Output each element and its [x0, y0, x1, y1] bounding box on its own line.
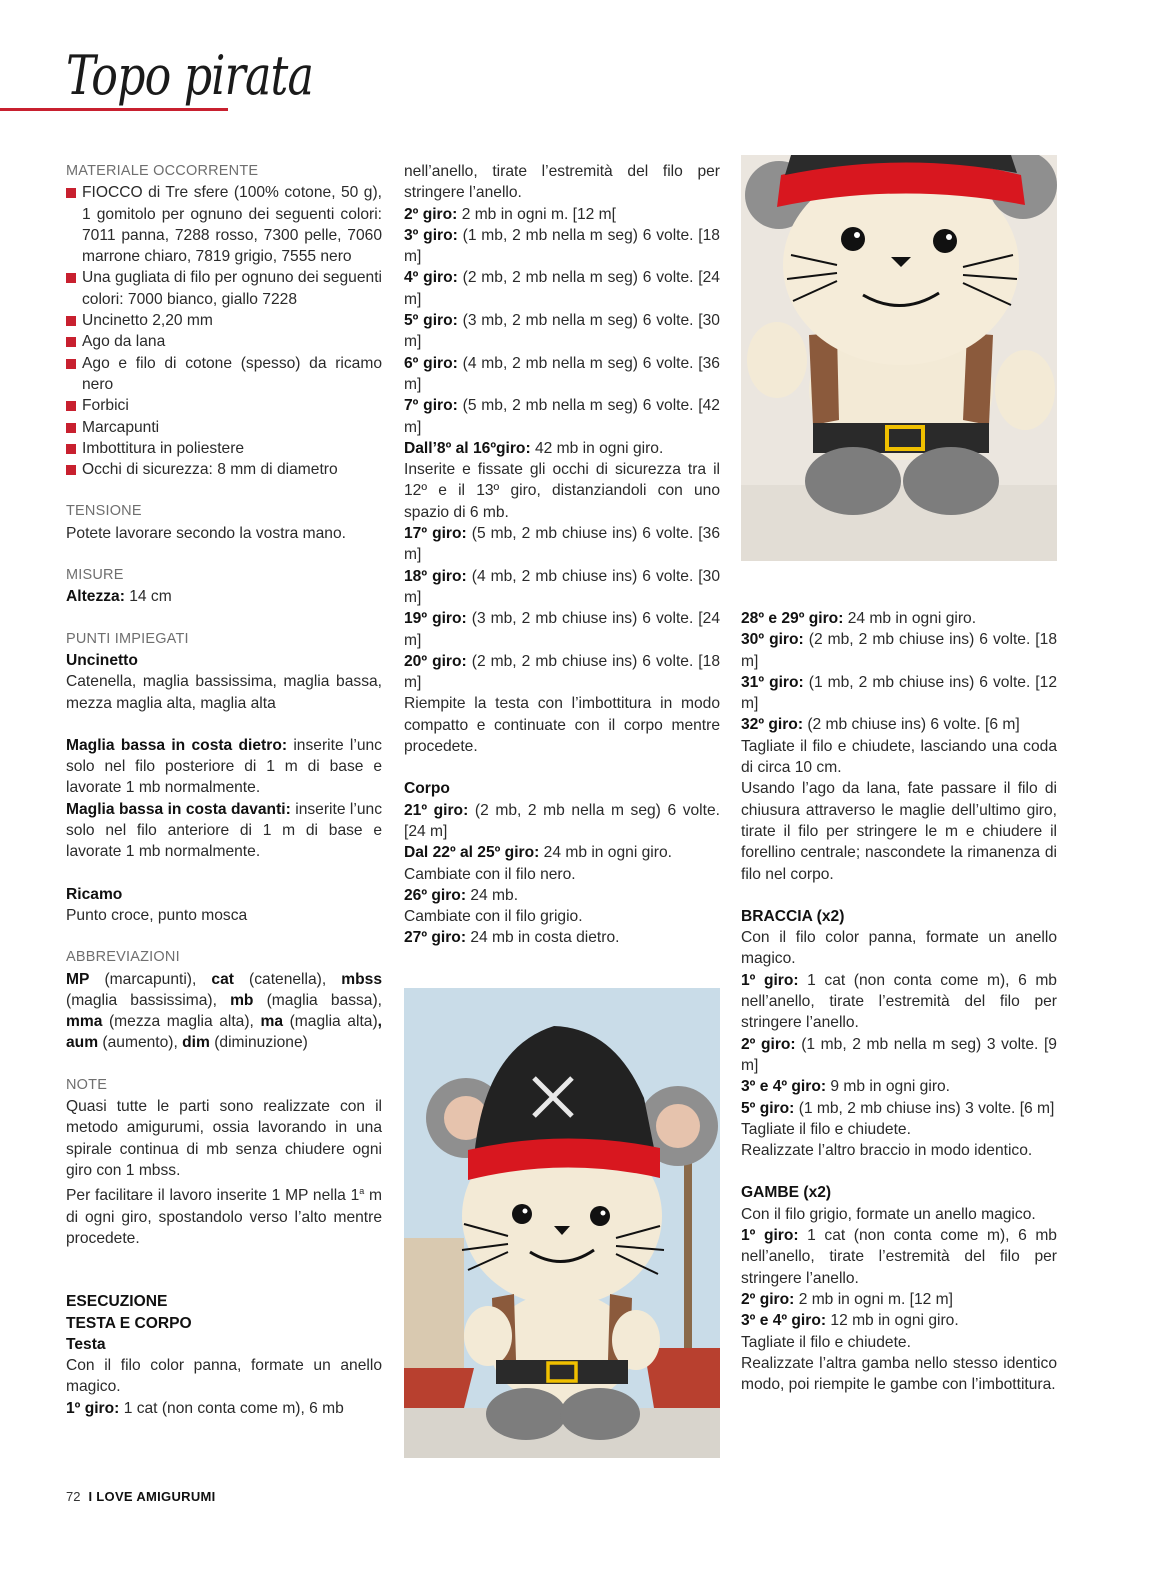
spacer [66, 1270, 382, 1291]
list-item: Ago e filo di cotone (spesso) da ricamo nero [66, 353, 382, 396]
column-2 [404, 161, 720, 949]
round-label: 32º giro: [741, 716, 804, 734]
materiale-list [66, 182, 382, 480]
round-label: 21º giro: [404, 801, 469, 819]
instruction-text: Cambiate con il filo grigio. [404, 908, 583, 926]
testa-corpo-text: TESTA E CORPO [66, 1314, 192, 1332]
instruction-line [741, 608, 1057, 629]
punti-heading: PUNTI IMPIEGATI [66, 630, 189, 647]
instruction-line [741, 1353, 1057, 1396]
corpo-instructions [404, 800, 720, 949]
round-label: 2º giro: [741, 1035, 796, 1053]
mb-davanti-line [66, 799, 382, 863]
abbr-key: mbss [341, 970, 382, 988]
instruction-text: 24 mb in costa dietro. [466, 929, 620, 947]
instruction-text: (4 mb, 2 mb nella m seg) 6 volte. [36 m] [404, 354, 720, 393]
round-label: 1º giro: [741, 971, 799, 989]
note-sup: a [359, 1186, 365, 1197]
instruction-text: (4 mb, 2 mb chiuse ins) 6 volte. [30 m] [404, 567, 720, 606]
instruction-line [741, 1076, 1057, 1097]
instruction-line [741, 778, 1057, 884]
round-label: 5º giro: [741, 1099, 795, 1117]
title-underline [0, 108, 228, 111]
instruction-text: 24 mb in ogni giro. [539, 844, 672, 862]
mb-dietro-text: inserite l’unc solo nel filo posteriore di 1 m di base e lavorate 1 mb normalmente. [66, 736, 382, 797]
spacer [66, 714, 382, 735]
tensione-text: Potete lavorare secondo la vostra mano. [66, 524, 346, 542]
page-number: 72 [66, 1489, 81, 1504]
instruction-text: Riempite la testa con l’imbottitura in modo compatto e continuate con il corpo mentre procedete. [404, 695, 720, 756]
gambe-heading [741, 1182, 1057, 1203]
round-label: 19º giro: [404, 610, 467, 628]
magazine-brand: I LOVE AMIGURUMI [88, 1489, 216, 1504]
instruction-line [741, 1332, 1057, 1353]
ricamo-label [66, 884, 382, 905]
instruction-text: Tagliate il filo e chiudete. [741, 1333, 911, 1351]
instruction-line [404, 395, 720, 438]
round-label: 28º e 29º giro: [741, 610, 844, 627]
round-label: 18º giro: [404, 567, 467, 585]
instruction-line [741, 629, 1057, 672]
instruction-line [404, 267, 720, 310]
round-label: 20º giro: [404, 652, 467, 670]
abbr-value: (mezza maglia alta), [102, 1013, 261, 1031]
instruction-line [404, 225, 720, 268]
testa-instructions [404, 161, 720, 757]
braccia-heading [741, 906, 1057, 927]
abbr-key: mb [230, 991, 254, 1009]
instruction-line [741, 1098, 1057, 1119]
esecuzione-text: ESECUZIONE [66, 1293, 168, 1311]
instruction-line [404, 864, 720, 885]
page-title: Topo pirata [66, 44, 314, 107]
list-item: Imbottitura in poliestere [66, 438, 382, 459]
page-footer [66, 1489, 216, 1504]
round-label: 6º giro: [404, 354, 458, 372]
instruction-text: (1 mb, 2 mb chiuse ins) 3 volte. [6 m] [794, 1099, 1055, 1117]
round-label: 3º giro: [404, 226, 458, 244]
instruction-text: Realizzate l’altro braccio in modo identico. [741, 1142, 1033, 1160]
instruction-text: (2 mb chiuse ins) 6 volte. [6 m] [803, 716, 1020, 734]
instruction-line [741, 1140, 1057, 1161]
uncinetto-label [66, 650, 382, 671]
instruction-line [741, 970, 1057, 1034]
testa-text: Testa [66, 1335, 106, 1353]
tensione-heading: TENSIONE [66, 503, 142, 520]
list-item: FIOCCO di Tre sfere (100% cotone, 50 g), 1 gomitolo per ognuno dei seguenti colori: 7011 panna, 7288 rosso, 7300 pelle, 7060 marrone chiaro, 7819 grigio, 7555 nero [66, 182, 382, 267]
testa-intro: Con il filo color panna, formate un anello magico. [66, 1357, 382, 1396]
testa-heading [66, 1334, 382, 1355]
spacer [66, 863, 382, 884]
instruction-line [741, 1225, 1057, 1289]
round-label: Dal 22º al 25º giro: [404, 844, 540, 862]
abbr-heading: ABBREVIAZIONI [66, 949, 180, 966]
uncinetto-text: Catenella, maglia bassissima, maglia bassa, mezza maglia alta, maglia alta [66, 673, 382, 712]
instruction-text: (1 mb, 2 mb chiuse ins) 6 volte. [12 m] [741, 673, 1057, 713]
instruction-line [404, 438, 720, 459]
round-label: 5º giro: [404, 312, 458, 330]
instruction-line [741, 672, 1057, 715]
instruction-text: (1 mb, 2 mb nella m seg) 6 volte. [18 m] [404, 226, 720, 266]
round-label: 31º giro: [741, 673, 804, 691]
instruction-text: 42 mb in ogni giro. [530, 439, 664, 457]
instruction-line [404, 204, 720, 225]
instruction-line [741, 927, 1057, 970]
mb-davanti-text: inserite l’unc solo nel filo anteriore di 1 m di base e lavorate 1 mb normalmente. [66, 800, 382, 861]
instruction-text: Cambiate con il filo nero. [404, 865, 576, 883]
instruction-text: Inserite e fissate gli occhi di sicurezza tra il 12º e il 13º giro, distanziandoli con uno spazio di 6 mb. [404, 461, 720, 521]
spacer [404, 757, 720, 778]
abbr-value: (maglia alta) [283, 1013, 378, 1031]
instruction-line [404, 906, 720, 927]
materiale-heading: MATERIALE OCCORRENTE [66, 163, 259, 179]
mouse-closeup-illustration [741, 155, 1057, 561]
photo-mouse-pirate [404, 988, 720, 1458]
list-item: Occhi di sicurezza: 8 mm di diametro [66, 459, 382, 480]
round-label: 2º giro: [404, 205, 458, 223]
instruction-text: (2 mb, 2 mb nella m seg) 6 volte. [24 m] [404, 269, 720, 308]
instruction-line [404, 459, 720, 523]
instruction-line [741, 1310, 1057, 1331]
instruction-text: 24 mb in ogni giro. [843, 610, 977, 627]
altezza-value: 14 cm [124, 588, 172, 606]
instruction-text: 2 mb in ogni m. [12 m] [794, 1290, 953, 1308]
instruction-line [404, 800, 720, 843]
instruction-line [404, 651, 720, 694]
instruction-line [404, 885, 720, 906]
instruction-text: 12 mb in ogni giro. [826, 1312, 959, 1330]
instruction-line [741, 1034, 1057, 1077]
round-label: 4º giro: [404, 269, 458, 287]
abbr-key: ma [260, 1013, 284, 1031]
instruction-text: (3 mb, 2 mb nella m seg) 6 volte. [30 m] [404, 312, 720, 351]
instruction-text: Usando l’ago da lana, fate passare il filo di chiusura attraverso le maglie dell’ultimo giro, tirate il filo per stringere le m e chiudere il forellino centrale; nascondete la rimanenza di filo nel corpo. [741, 780, 1057, 883]
corpo-heading [404, 778, 720, 799]
instruction-line [404, 353, 720, 396]
instruction-line [404, 842, 720, 863]
instruction-text: 9 mb in ogni giro. [826, 1078, 951, 1096]
braccia-heading-text: BRACCIA (x2) [741, 907, 845, 925]
list-item: Marcapunti [66, 417, 382, 438]
misure-heading: MISURE [66, 567, 124, 584]
corpo-heading-text: Corpo [404, 780, 450, 798]
mb-davanti-label: Maglia bassa in costa davanti: [66, 800, 291, 818]
instruction-text: Con il filo grigio, formate un anello magico. [741, 1205, 1036, 1223]
giro-text: 1 cat (non conta come m), 6 mb [119, 1399, 344, 1417]
mb-dietro-label: Maglia bassa in costa dietro: [66, 736, 288, 754]
gambe-heading-text: GAMBE (x2) [741, 1184, 832, 1202]
instruction-text: (1 mb, 2 mb nella m seg) 3 volte. [9 m] [741, 1035, 1057, 1074]
abbr-key: cat [211, 970, 234, 988]
round-label: 1º giro: [741, 1227, 799, 1245]
braccia-instructions [741, 927, 1057, 1161]
corpo-instructions-cont [741, 608, 1057, 885]
round-label: 30º giro: [741, 631, 804, 649]
instruction-text: 2 mb in ogni m. [12 m[ [457, 205, 616, 223]
note-heading: NOTE [66, 1076, 108, 1093]
giro-label: 1º giro: [66, 1399, 120, 1417]
instruction-text: (2 mb, 2 mb chiuse ins) 6 volte. [18 m] [741, 631, 1057, 670]
column-3 [741, 608, 1057, 1395]
list-item: Una gugliata di filo per ognuno dei seguenti colori: 7000 bianco, giallo 7228 [66, 267, 382, 310]
spacer [66, 1249, 382, 1270]
instruction-line [404, 608, 720, 651]
round-label: 17º giro: [404, 525, 467, 543]
round-label: Dall’8º al 16ºgiro: [404, 439, 531, 457]
spacer [741, 885, 1057, 906]
abbr-value: (diminuzione) [209, 1034, 308, 1052]
instruction-text: 1 cat (non conta come m), 6 mb nell’anello, tirate l’estremità del filo per stringere l’anello. [741, 971, 1057, 1032]
gambe-instructions [741, 1204, 1057, 1396]
instruction-text: 1 cat (non conta come m), 6 mb nell’anello, tirate l’estremità del filo per stringere l’anello. [741, 1227, 1057, 1287]
abbr-value: (maglia bassissima), [66, 991, 231, 1009]
ricamo-label-text: Ricamo [66, 885, 123, 903]
column-1 [66, 161, 382, 1419]
instruction-line [404, 693, 720, 757]
instruction-line [404, 161, 720, 204]
instruction-text: (5 mb, 2 mb nella m seg) 6 volte. [42 m] [404, 397, 720, 436]
abbr-key: MP [66, 970, 90, 988]
instruction-text: nell’anello, tirate l’estremità del filo per stringere l’anello. [404, 163, 720, 202]
note-part: Per facilitare il lavoro inserite 1 MP nella 1 [66, 1187, 360, 1205]
instruction-line [404, 310, 720, 353]
abbr-value: (maglia bassa), [253, 991, 382, 1009]
instruction-text: Con il filo color panna, formate un anello magico. [741, 929, 1057, 968]
abbr-text [66, 969, 382, 1054]
note-text: Quasi tutte le parti sono realizzate con il metodo amigurumi, ossia lavorando in una spirale continua di mb senza chiudere ogni giro con 1 mbss. [66, 1097, 382, 1179]
round-label: 2º giro: [741, 1290, 795, 1308]
list-item: Forbici [66, 395, 382, 416]
abbr-value: (aumento), [98, 1034, 183, 1052]
round-label: 26º giro: [404, 886, 467, 904]
esecuzione-heading [66, 1291, 382, 1312]
instruction-line [404, 523, 720, 566]
round-label: 3º e 4º giro: [741, 1078, 827, 1096]
instruction-line [741, 714, 1057, 735]
giro-line [66, 1398, 382, 1419]
mb-dietro-line [66, 735, 382, 799]
instruction-text: Tagliate il filo e chiudete. [741, 1120, 911, 1138]
instruction-line [741, 736, 1057, 779]
spacer [741, 1161, 1057, 1182]
instruction-line [404, 566, 720, 609]
note-part: m di ogni giro, spostandolo verso l’alto mentre procedete. [66, 1187, 383, 1247]
testa-corpo-heading [66, 1313, 382, 1334]
abbr-key: , aum [66, 1013, 382, 1052]
photo-mouse-closeup [741, 155, 1057, 561]
round-label: 7º giro: [404, 397, 458, 415]
instruction-line [741, 1204, 1057, 1225]
instruction-text: (5 mb, 2 mb chiuse ins) 6 volte. [36 m] [404, 525, 720, 564]
list-item: Uncinetto 2,20 mm [66, 310, 382, 331]
instruction-text: (2 mb, 2 mb nella m seg) 6 volte. [24 m] [404, 801, 720, 840]
altezza-label: Altezza: [66, 588, 125, 606]
list-item: Ago da lana [66, 331, 382, 352]
instruction-line [404, 927, 720, 948]
instruction-text: (2 mb, 2 mb chiuse ins) 6 volte. [18 m] [404, 652, 720, 692]
instruction-text: Realizzate l’altra gamba nello stesso identico modo, poi riempite le gambe con l’imbottitura. [741, 1354, 1057, 1394]
altezza-line [66, 586, 382, 607]
mouse-pirate-illustration [404, 988, 720, 1458]
uncinetto-label-text: Uncinetto [66, 651, 138, 669]
instruction-line [741, 1119, 1057, 1140]
abbr-value: (marcapunti), [89, 970, 212, 988]
instruction-text: 24 mb. [466, 886, 519, 904]
ricamo-text: Punto croce, punto mosca [66, 906, 248, 924]
abbr-value: (catenella), [233, 970, 342, 988]
round-label: 27º giro: [404, 929, 467, 947]
instruction-text: (3 mb, 2 mb chiuse ins) 6 volte. [24 m] [404, 610, 720, 649]
instruction-text: Tagliate il filo e chiudete, lasciando una coda di circa 10 cm. [741, 737, 1057, 777]
round-label: 3º e 4º giro: [741, 1312, 827, 1330]
note-text [66, 1181, 382, 1249]
instruction-line [741, 1289, 1057, 1310]
abbr-key: dim [182, 1034, 210, 1052]
abbr-key: mma [66, 1013, 103, 1031]
